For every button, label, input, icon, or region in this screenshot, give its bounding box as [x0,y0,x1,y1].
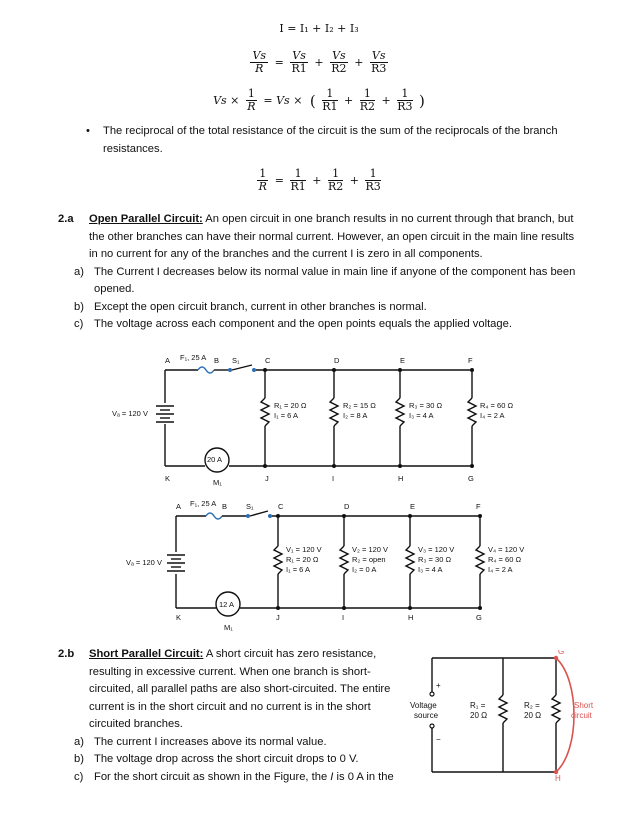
branch-3-current: I₃ = 4 A [409,411,434,420]
bullet-reciprocal [86,123,606,158]
section-text: current is in the short circuit and no current is in the short [89,700,371,713]
node-a: A [165,356,171,365]
numerator: Vs [371,49,386,62]
list-item-label: b) [74,753,84,765]
branch-4-resistance: R₄ = 60 Ω [488,555,522,564]
fraction [250,50,268,75]
branch-4-resistance: R₄ = 60 Ω [480,401,514,410]
circuit-diagram-normal [110,348,530,490]
equation-current-sum-text: I = I₁ + I₂ + I₃ [279,22,359,35]
fraction [330,50,348,75]
circuit-diagram-open [118,496,538,636]
branch-2-resistance: R₂ = open [352,555,386,564]
denominator: R [255,62,264,75]
node-k: K [165,474,171,483]
branch-2-voltage: V₂ = 120 V [352,545,389,554]
denominator: R1 [322,100,338,113]
bullet-line-1: The reciprocal of the total resistance of the circuit is the sum of the reciprocals of the branch [103,125,558,137]
meter-name: M₁ [213,478,222,487]
list-item [74,769,418,787]
meter-name: M₁ [224,623,233,632]
node-a: A [176,502,182,511]
source-label-line1: Voltage [410,701,437,710]
branch-3-resistance: R₃ = 30 Ω [409,401,443,410]
circuit-diagram-short [408,650,608,782]
short-label-line1: Short [574,701,594,710]
branch-2-current: I₂ = 8 A [343,411,368,420]
denominator: R1 [290,180,306,193]
numerator: Vs [292,49,306,62]
numerator: 1 [259,167,267,180]
denominator: R3 [365,180,381,193]
node-e: E [410,502,416,511]
fraction [322,88,337,113]
section-text: resulting in excessive current. When one branch is short- [89,665,371,678]
branch-4-current: I₄ = 2 A [488,565,513,574]
r1-label: R₁ = [470,701,486,710]
r1-value: 20 Ω [470,711,488,720]
branch-2-resistance: R₂ = 15 Ω [343,401,376,410]
numerator: 1 [328,168,343,181]
branch-1-current: I₁ = 6 A [274,411,299,420]
list-item-text: opened. [94,283,135,295]
list-item-text: is 0 A in the [333,770,394,783]
numerator: 1 [290,168,305,181]
node-c: C [265,356,271,365]
section-heading: Open Parallel Circuit: [89,213,203,225]
branch-1-voltage: V₁ = 120 V [286,545,322,554]
numerator: 1 [322,88,337,101]
r2-value: 20 Ω [524,711,542,720]
node-d: D [344,502,350,511]
list-item-label: a) [74,265,84,278]
r2-label: R₂ = [524,701,540,710]
branch-1-resistance: R₁ = 20 Ω [286,555,319,564]
section-number: 2.a [58,213,74,225]
section-text: circuited branches. [89,718,183,730]
bullet-line-2: resistances. [103,142,163,155]
section-2b [58,646,418,786]
minus-sign: − [436,735,441,744]
node-f: F [468,356,473,365]
bullet-symbol: • [86,125,90,137]
list-item-text: The voltage across each component and the open points equals the applied voltage. [94,318,512,330]
plus-sign: + [436,681,441,690]
section-number: 2.b [58,648,75,660]
plus-sign: + [312,174,322,187]
section-text: An open circuit in one branch results in no current through that branch, but [202,213,574,225]
node-e: E [400,356,406,365]
denominator: R [247,100,256,113]
list-item-label: b) [74,300,84,313]
meter-value: 20 A [207,455,223,464]
branch-3-current: I₃ = 4 A [418,565,443,574]
short-label-line2: circuit [571,711,592,720]
node-i: I [342,613,345,622]
node-g: G [476,613,482,622]
fraction [328,168,343,193]
fraction [397,88,412,113]
fraction [290,50,308,75]
source-label-line2: source [414,711,439,720]
denominator: R1 [291,62,307,75]
list-item-label: c) [74,770,84,783]
node-c: C [278,502,284,511]
branch-1-current: I₁ = 6 A [286,565,311,574]
node-g-label: G [558,650,565,656]
eq3-prefix: Vs × [213,94,240,107]
plus-sign: + [381,94,391,107]
equals-sign: = [274,174,284,187]
branch-1-resistance: R₁ = 20 Ω [274,401,307,410]
list-item [74,734,418,752]
branch-3-resistance: R₃ = 30 Ω [418,555,452,564]
equation-current-sum [0,22,638,35]
numerator: 1 [247,87,255,100]
branch-2-current: I₂ = 0 A [352,565,377,574]
denominator: R3 [397,100,413,113]
denominator: R [258,180,267,193]
fuse-label: F₁, 25 A [190,499,217,508]
node-b: B [214,356,220,365]
eq3-mid: = Vs × [263,94,303,107]
branch-4-current: I₄ = 2 A [480,411,505,420]
section-text: circuited, all parallel paths are also short-circuited. The entire [89,683,391,695]
numerator: Vs [332,49,346,62]
numerator: 1 [397,88,412,101]
list-item-text: The current I increases above its normal value. [94,735,327,748]
node-k: K [176,613,182,622]
fraction [365,168,380,193]
node-i: I [332,474,335,483]
source-label: Vₐ = 120 V [112,409,148,418]
fraction [257,168,268,193]
section-2a [58,211,606,334]
node-h-label: H [555,774,561,782]
node-j: J [265,474,269,483]
node-h: H [398,474,404,483]
denominator: R2 [359,100,376,113]
branch-4-voltage: V₄ = 120 V [488,545,525,554]
list-item [74,264,606,299]
list-item-text: The Current I decreases below its normal value in main line if anyone of the component has been [94,265,576,278]
numerator: 1 [360,88,375,101]
plus-sign: + [314,56,324,69]
denominator: R2 [331,62,347,75]
branch-3-voltage: V₃ = 120 V [418,545,455,554]
node-g: G [468,474,474,483]
equation-multiplied [0,88,638,113]
fuse-label: F₁, 25 A [180,353,207,362]
list-item [74,299,606,317]
list-item-text: Except the open circuit branch, current in other branches is normal. [94,300,427,313]
meter-value: 12 A [219,600,235,609]
node-f: F [476,502,481,511]
node-j: J [276,613,280,622]
equation-voltage-ratio [0,50,638,75]
list-item [74,316,606,334]
equation-reciprocal [0,168,638,193]
fraction [370,50,388,75]
node-d: D [334,356,340,365]
list-item-text: For the short circuit as shown in the Figure, the [94,770,331,783]
denominator: R2 [327,180,344,193]
list-item-label: c) [74,318,84,330]
list-item-label: a) [74,735,84,748]
section-text: in no current for any of the branches and the current I is zero in all components. [89,248,483,260]
plus-sign: + [354,56,364,69]
list-item [74,751,418,769]
list-item-text: The voltage drop across the short circuit drops to 0 V. [94,753,359,765]
right-paren: ) [419,91,425,110]
fraction [290,168,305,193]
equals-sign: = [274,56,284,69]
list-item-italic: I [330,770,334,783]
numerator: Vs [252,49,267,62]
switch-label: S₁ [232,356,240,365]
source-label: Vₐ = 120 V [126,558,162,567]
node-g-dot [554,656,558,660]
section-text: A short circuit has zero resistance, [203,648,377,660]
switch-label: S₁ [246,502,254,511]
left-paren: ( [309,91,316,110]
plus-sign: + [349,174,359,187]
fraction [246,88,257,113]
node-h: H [408,613,414,622]
denominator: R3 [371,62,387,75]
numerator: 1 [365,168,380,181]
plus-sign: + [344,94,354,107]
node-b: B [222,502,228,511]
section-heading: Short Parallel Circuit: [89,648,204,660]
fraction [360,88,375,113]
section-text: the other branches can have their normal current. However, an open circuit in the main line results [89,230,575,243]
